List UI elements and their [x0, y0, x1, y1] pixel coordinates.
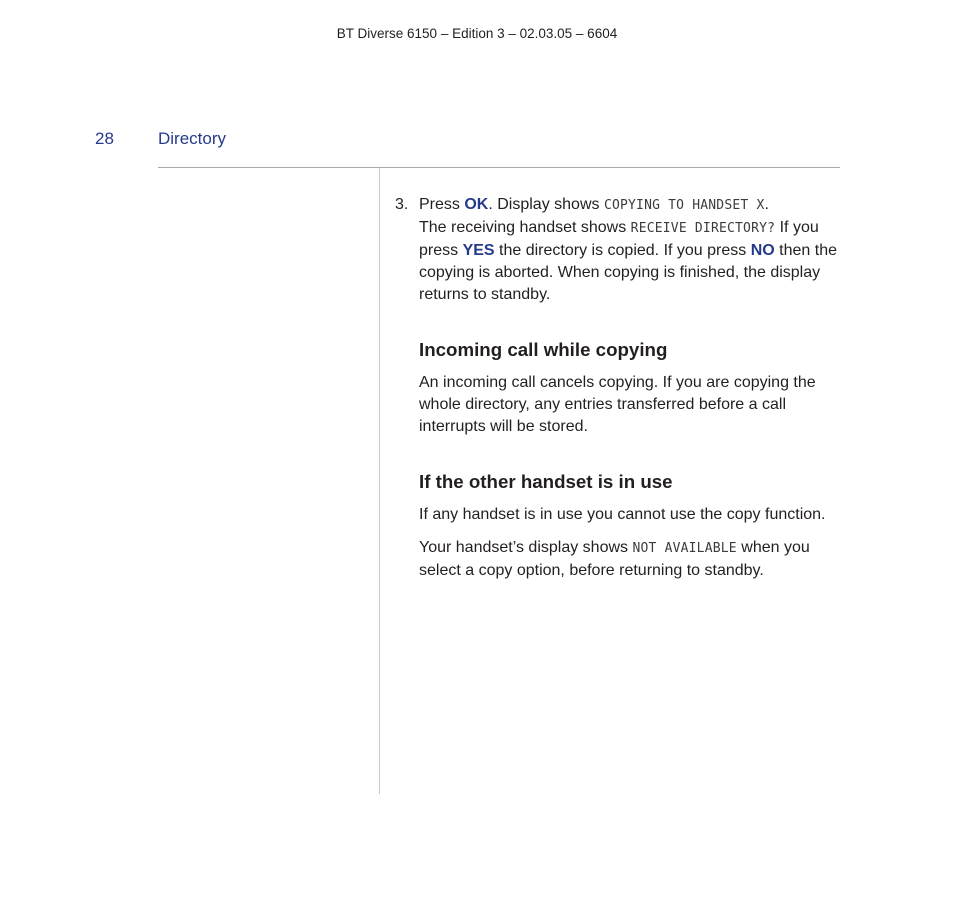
- column-divider: [379, 168, 380, 794]
- handset-in-use-heading: If the other handset is in use: [419, 471, 673, 492]
- step-number: 3.: [395, 196, 409, 213]
- step-text: If you press: [419, 219, 819, 259]
- running-head: BT Diverse 6150 – Edition 3 – 02.03.05 – 6604: [336, 26, 618, 41]
- step-text: The receiving handset shows: [419, 219, 631, 236]
- ok-key-label: OK: [464, 196, 489, 213]
- lcd-text-not-available: NOT AVAILABLE: [632, 541, 737, 556]
- not-available-paragraph: [419, 537, 844, 582]
- no-key-label: NO: [750, 242, 775, 259]
- step-text: Press: [419, 196, 465, 213]
- lcd-text-copying: COPYING TO HANDSET X: [603, 198, 765, 213]
- yes-key-label: YES: [462, 242, 495, 259]
- paragraph-text: Your handset’s display shows: [419, 539, 633, 556]
- handset-in-use-body: If any handset is in use you cannot use the copy function.: [419, 506, 826, 523]
- main-content: [395, 194, 844, 582]
- incoming-call-heading: Incoming call while copying: [419, 339, 668, 360]
- lcd-text-receive: RECEIVE DIRECTORY?: [630, 221, 776, 236]
- paragraph-text: when you select a copy option, before returning to standby.: [419, 539, 810, 579]
- step-text: .: [764, 196, 769, 213]
- step-text: then the copying is aborted. When copying is finished, the display returns to standby.: [419, 242, 837, 303]
- step-text: the directory is copied. If you press: [494, 242, 751, 259]
- header-rule: [158, 167, 840, 168]
- step-text: . Display shows: [488, 196, 604, 213]
- section-title: Directory: [158, 129, 227, 148]
- incoming-call-body: An incoming call cancels copying. If you are copying the whole directory, any entries transferred before a call interrupts will be stored.: [419, 374, 816, 435]
- step-3: [395, 194, 844, 306]
- page-number: 28: [95, 129, 114, 148]
